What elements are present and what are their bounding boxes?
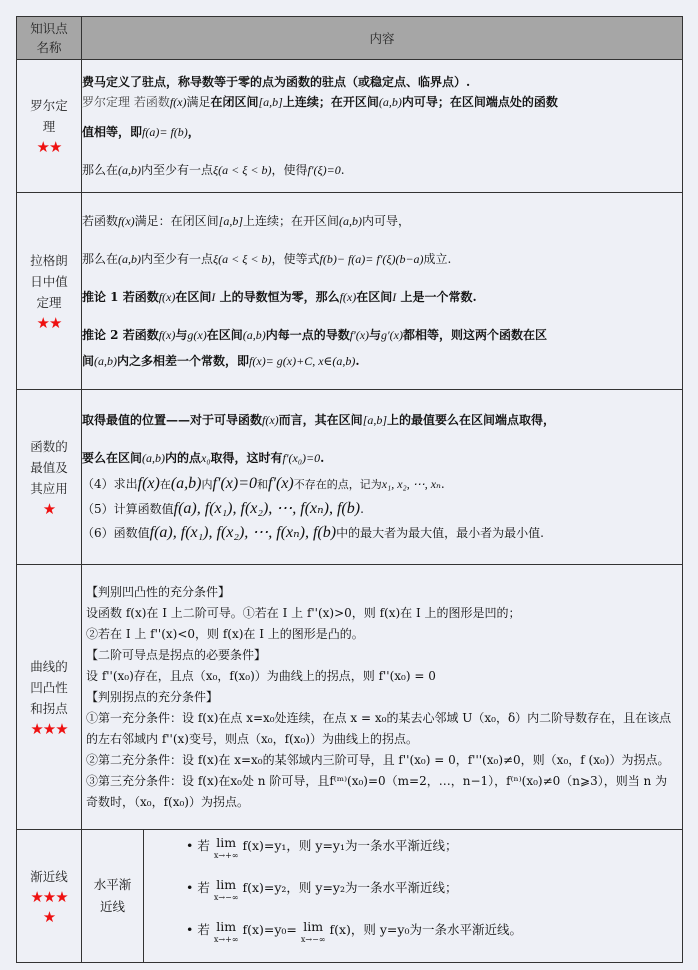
row-name-extremum: 函数的 最值及 其应用 ★ bbox=[17, 390, 82, 565]
section-heading: 【判别拐点的充分条件】 bbox=[86, 689, 219, 704]
header-content: 内容 bbox=[82, 17, 683, 60]
row-content-extremum: 取得最值的位置——对于可导函数f(x)而言，其在区间[a,b]上的最值要么在区间端点取得， 要么在区间(a,b)内的点x₀取得，这时有f′(x₀)=0. （4）求出f(x)在(a,b)内f′(x)=0和f′(x)不存在的点，记为x₁, x₂, ⋯, xₙ. （5）计算函数值f(a), f(x₁), f(x₂), ⋯, f(xₙ), f(b). （6）函数值f(a), f(x₁), f(x₂), ⋯, f(xₙ), f(b)中的最大者为最大值，最小者为最小值. bbox=[82, 390, 683, 565]
table-header-row bbox=[17, 17, 683, 60]
corollary-1: 推论 1 若函数f(x)在区间I 上的导数恒为零，那么f(x)在区间I 上是一个常数. bbox=[82, 290, 477, 304]
row-name-concavity: 曲线的 凹凸性 和拐点 ★★★ bbox=[17, 565, 82, 830]
corollary-2: 推论 2 若函数f(x)与g(x)在区间(a,b)内每一点的导数f′(x)与g′(x)都相等，则这两个函数在区 bbox=[82, 328, 548, 342]
subrow-name-horizontal-asymptote: 水平渐 近线 bbox=[82, 830, 144, 963]
star-rating: ★★ bbox=[36, 138, 62, 156]
table-row-lagrange bbox=[17, 193, 683, 390]
table-row-concavity bbox=[17, 565, 683, 830]
row-name-rolle: 罗尔定 理 ★★ bbox=[17, 60, 82, 193]
row-name-lagrange: 拉格朗 日中值 定理 ★★ bbox=[17, 193, 82, 390]
table-row-rolle bbox=[17, 60, 683, 193]
section-heading: 【二阶可导点是拐点的必要条件】 bbox=[86, 647, 267, 662]
knowledge-table bbox=[16, 16, 683, 963]
table-row-asymptote bbox=[17, 830, 683, 963]
list-item: • 若 lim x→−∞ f(x)=y₂，则 y=y₂为一条水平渐近线； bbox=[186, 877, 458, 902]
star-rating: ★★★ bbox=[30, 887, 68, 906]
row-content-asymptote bbox=[144, 830, 683, 963]
star-rating: ★★ bbox=[36, 313, 62, 332]
star-rating: ★★★ bbox=[30, 719, 68, 738]
row-content-concavity: 【判别凹凸性的充分条件】 设函数 f(x)在 I 上二阶可导。①若在 I 上 f''(x)>0，则 f(x)在 I 上的图形是凹的； ②若在 I 上 f''(x)<0，则 f(x)在 I 上的图形是凸的。 【二阶可导点是拐点的必要条件】 设 f''(x₀)存在，且点（x₀，f(x₀)）为曲线上的拐点，则 f''(x₀) = 0 【判别拐点的充分条件】 ①第一充分条件：设 f(x)在点 x=x₀处连续，在点 x = x₀的某去心邻域 U（x₀，δ）内二阶导数存在，且在该点的左右邻域内 f''(x)变号，则点（x₀，f(x₀)）为曲线上的拐点。 ②第二充分条件：设 f(x)在 x=x₀的某邻域内三阶可导，且 f''(x₀) = 0，f'''(x₀)≠0，则（x₀，f (x₀)）为拐点。 ③第三充分条件：设 f(x)在x₀处 n 阶可导，且f⁽ᵐ⁾(x₀)=0（m=2，…，n−1），f⁽ⁿ⁾(x₀)≠0（n⩾3），则当 n 为奇数时，（x₀，f(x₀)）为拐点。 bbox=[82, 565, 683, 830]
star-rating: ★ bbox=[42, 907, 56, 926]
section-heading: 【判别凹凸性的充分条件】 bbox=[86, 584, 231, 599]
star-rating: ★ bbox=[42, 499, 56, 518]
row-content-rolle: 费马定义了驻点，称导数等于零的点为函数的驻点（或稳定点、临界点）. 罗尔定理 若函数f(x)满足在闭区间[a,b]上连续；在开区间(a,b)内可导；在区间端点处的函数 值相等，即f(a)= f(b)， 那么在(a,b)内至少有一点ξ(a < ξ < b)，使得f′(ξ)=0. bbox=[82, 60, 683, 193]
list-item: • 若 lim x→+∞ f(x)=y₀= lim x→−∞ f(x)，则 y=y₀为一条水平渐近线。 bbox=[186, 919, 522, 944]
row-content-lagrange: 若函数f(x)满足：在闭区间[a,b]上连续；在开区间(a,b)内可导， 那么在(a,b)内至少有一点ξ(a < ξ < b)，使等式f(b)− f(a)= f′(ξ)(b−a)成立. 推论 1 若函数f(x)在区间I 上的导数恒为零，那么f(x)在区间I 上是一个常数. 推论 2 若函数f(x)与g(x)在区间(a,b)内每一点的导数f′(x)与g′(x)都相等，则这两个函数在区 间(a,b)内之多相差一个常数，即f(x)= g(x)+C, x∈(a,b). bbox=[82, 193, 683, 390]
header-knowledge-name: 知识点 名称 bbox=[17, 17, 82, 60]
row-name-asymptote: 渐近线 ★★★ ★ bbox=[17, 830, 82, 963]
list-item: • 若 lim x→+∞ f(x)=y₁，则 y=y₁为一条水平渐近线； bbox=[186, 835, 458, 860]
rolle-statement: 罗尔定理 若函数f(x)满足在闭区间[a,b]上连续；在开区间(a,b)内可导；在区间端点处的函数 bbox=[82, 95, 558, 109]
table-row-extremum bbox=[17, 390, 683, 565]
